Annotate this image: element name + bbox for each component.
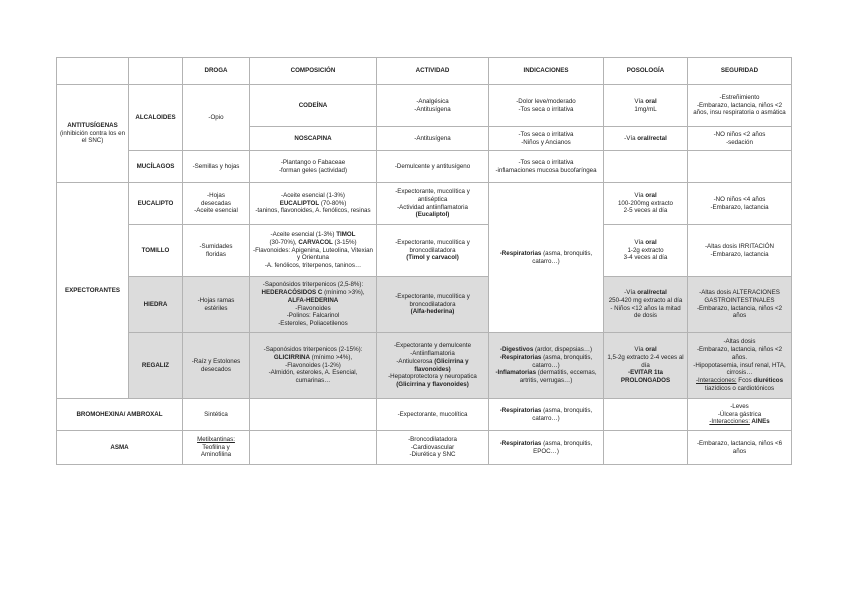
actividad-eucalipto: -Expectorante, mucolítica y antiséptica -Actividad antiinflamatoria (Eucaliptol): [377, 183, 489, 225]
row-tomillo: [57, 225, 792, 277]
droga-mucilagos: -Semillas y hojas: [183, 151, 250, 183]
composicion-mucilagos: -Plantango o Fabaceae -forman geles (actividad): [250, 151, 377, 183]
seguridad-eucalipto: -NO niños <4 años -Embarazo, lactancia: [688, 183, 792, 225]
type-alcaloides: ALCALOIDES: [129, 85, 183, 151]
seguridad-noscapina: -NO niños <2 años -sedación: [688, 127, 792, 151]
group-expectorantes: EXPECTORANTES: [57, 183, 129, 399]
posologia-codeina: Vía oral 1mg/mL: [604, 85, 688, 127]
actividad-hiedra: -Expectorante, mucolítica y broncodilatadora (Alfa-hederina): [377, 277, 489, 333]
header-droga: DROGA: [183, 58, 250, 85]
posologia-eucalipto: Vía oral 100-200mg extracto 2-5 veces al día: [604, 183, 688, 225]
composicion-bromohexina: [250, 399, 377, 431]
header-composicion: COMPOSICIÓN: [250, 58, 377, 85]
seguridad-asma: -Embarazo, lactancia, niños <6 años: [688, 431, 792, 465]
posologia-tomillo: Vía oral 1-2g extracto 3-4 veces al día: [604, 225, 688, 277]
type-eucalipto: EUCALIPTO: [129, 183, 183, 225]
actividad-asma: -Broncodilatadora -Cardiovascular -Diurética y SNC: [377, 431, 489, 465]
header-posologia: POSOLOGÍA: [604, 58, 688, 85]
posologia-mucilagos: [604, 151, 688, 183]
type-mucilagos: MUCÍLAGOS: [129, 151, 183, 183]
header-row: [57, 58, 792, 85]
type-regaliz: REGALIZ: [129, 333, 183, 399]
seguridad-codeina: -Estreñimiento -Embarazo, lactancia, niños <2 años, insu respiratoria o asmática: [688, 85, 792, 127]
group-asma: ASMA: [57, 431, 183, 465]
group-subtitle: (inhibición contra los en el SNC): [60, 129, 126, 145]
seguridad-regaliz: -Altas dosis -Embarazo, lactancia, niños <2 años. -Hipopotasemia, insuf renal, HTA, cirrosis… -Interacciones: Fcos diuréticos tiazídicos o cardiotónicos: [688, 333, 792, 399]
row-regaliz: [57, 333, 792, 399]
actividad-noscapina: -Antitusígena: [377, 127, 489, 151]
actividad-tomillo: -Expectorante, mucolítica y broncodilatadora (Timol y carvacol): [377, 225, 489, 277]
indicaciones-noscapina: -Tos seca o irritativa -Niños y Ancianos: [489, 127, 604, 151]
row-asma: [57, 431, 792, 465]
droga-bromohexina: Sintética: [183, 399, 250, 431]
composicion-noscapina: NOSCAPINA: [250, 127, 377, 151]
type-hiedra: HIEDRA: [129, 277, 183, 333]
group-bromohexina: BROMOHEXINA/ AMBROXAL: [57, 399, 183, 431]
header-empty-group: [57, 58, 129, 85]
pharmacology-table: [56, 57, 792, 465]
header-empty-type: [129, 58, 183, 85]
group-title: ANTITUSÍGENAS: [67, 121, 118, 129]
posologia-bromohexina: [604, 399, 688, 431]
indicaciones-codeina: -Dolor leve/moderado -Tos seca o irritativa: [489, 85, 604, 127]
droga-eucalipto: -Hojas desecadas -Aceite esencial: [183, 183, 250, 225]
indicaciones-regaliz: -Digestivos (ardor, dispepsias…) -Respiratorias (asma, bronquitis, catarro…) -Inflamatorias (dermatitis, eccemas, artritis, verrugas…): [489, 333, 604, 399]
seguridad-mucilagos: [688, 151, 792, 183]
row-hiedra: [57, 277, 792, 333]
seguridad-hiedra: -Altas dosis ALTERACIONES GASTROINTESTINALES -Embarazo, lactancia, niños <2 años: [688, 277, 792, 333]
indicaciones-respiratorias: -Respiratorias (asma, bronquitis, catarro…): [489, 183, 604, 333]
row-codeina: [57, 85, 792, 127]
indicaciones-asma: -Respiratorias (asma, bronquitis, EPOC…): [489, 431, 604, 465]
seguridad-bromohexina: -Leves -Úlcera gástrica -Interacciones: AINEs: [688, 399, 792, 431]
actividad-codeina: -Analgésica -Antitusígena: [377, 85, 489, 127]
indicaciones-bromohexina: -Respiratorias (asma, bronquitis, catarro…): [489, 399, 604, 431]
posologia-asma: [604, 431, 688, 465]
posologia-hiedra: -Vía oral/rectal 250-420 mg extracto al día - Niños <12 años la mitad de dosis: [604, 277, 688, 333]
type-tomillo: TOMILLO: [129, 225, 183, 277]
actividad-bromohexina: -Expectorante, mucolítica: [377, 399, 489, 431]
droga-hiedra: -Hojas ramas estériles: [183, 277, 250, 333]
posologia-regaliz: Vía oral 1,5-2g extracto 2-4 veces al día -EVITAR 1ta PROLONGADOS: [604, 333, 688, 399]
row-mucilagos: [57, 151, 792, 183]
droga-regaliz: -Raíz y Estolones desecados: [183, 333, 250, 399]
actividad-regaliz: -Expectorante y demulcente -Antiinflamatoria -Antiulcerosa (Glicirrina y flavonoides) -Hepatoprotectora y neuropatica (Glicirrina y flavonoides): [377, 333, 489, 399]
group-antitusigenas: [57, 85, 129, 183]
header-seguridad: SEGURIDAD: [688, 58, 792, 85]
composicion-eucalipto: -Aceite esencial (1-3%) EUCALIPTOL (70-80%) -taninos, flavonoides, A. fenólicos, resinas: [250, 183, 377, 225]
composicion-hiedra: -Saponósidos triterpenicos (2,5-8%): HEDERACÓSIDOS C (mínimo >3%), ALFA-HEDERINA -Flavonoides -Polinos: Falcarinol -Esteroles, Poliacetilenos: [250, 277, 377, 333]
composicion-codeina: CODEÍNA: [250, 85, 377, 127]
composicion-regaliz: -Saponósidos triterpenicos (2-15%): GLICIRRINA (mínimo >4%), -Flavonoides (1-2%) -Almidón, esteroles, A. Esencial, cumarinas…: [250, 333, 377, 399]
header-actividad: ACTIVIDAD: [377, 58, 489, 85]
row-bromohexina: [57, 399, 792, 431]
droga-asma: Metilxantinas: Teofilina y Aminofilina: [183, 431, 250, 465]
header-indicaciones: INDICACIONES: [489, 58, 604, 85]
seguridad-tomillo: -Altas dosis IRRITACIÓN -Embarazo, lactancia: [688, 225, 792, 277]
row-eucalipto: [57, 183, 792, 225]
actividad-mucilagos: -Demulcente y antitusígeno: [377, 151, 489, 183]
droga-tomillo: -Sumidades floridas: [183, 225, 250, 277]
droga-alcaloides: -Opio: [183, 85, 250, 151]
indicaciones-mucilagos: -Tos seca o irritativa -inflamaciones mucosa bucofaríngea: [489, 151, 604, 183]
composicion-asma: [250, 431, 377, 465]
posologia-noscapina: -Vía oral/rectal: [604, 127, 688, 151]
composicion-tomillo: -Aceite esencial (1-3%) TIMOL (30-70%), CARVACOL (3-15%) -Flavonoides: Apigenina, Luteolina, Vitexian y Orientuna -A. fenólicos, triterpenos, taninos…: [250, 225, 377, 277]
